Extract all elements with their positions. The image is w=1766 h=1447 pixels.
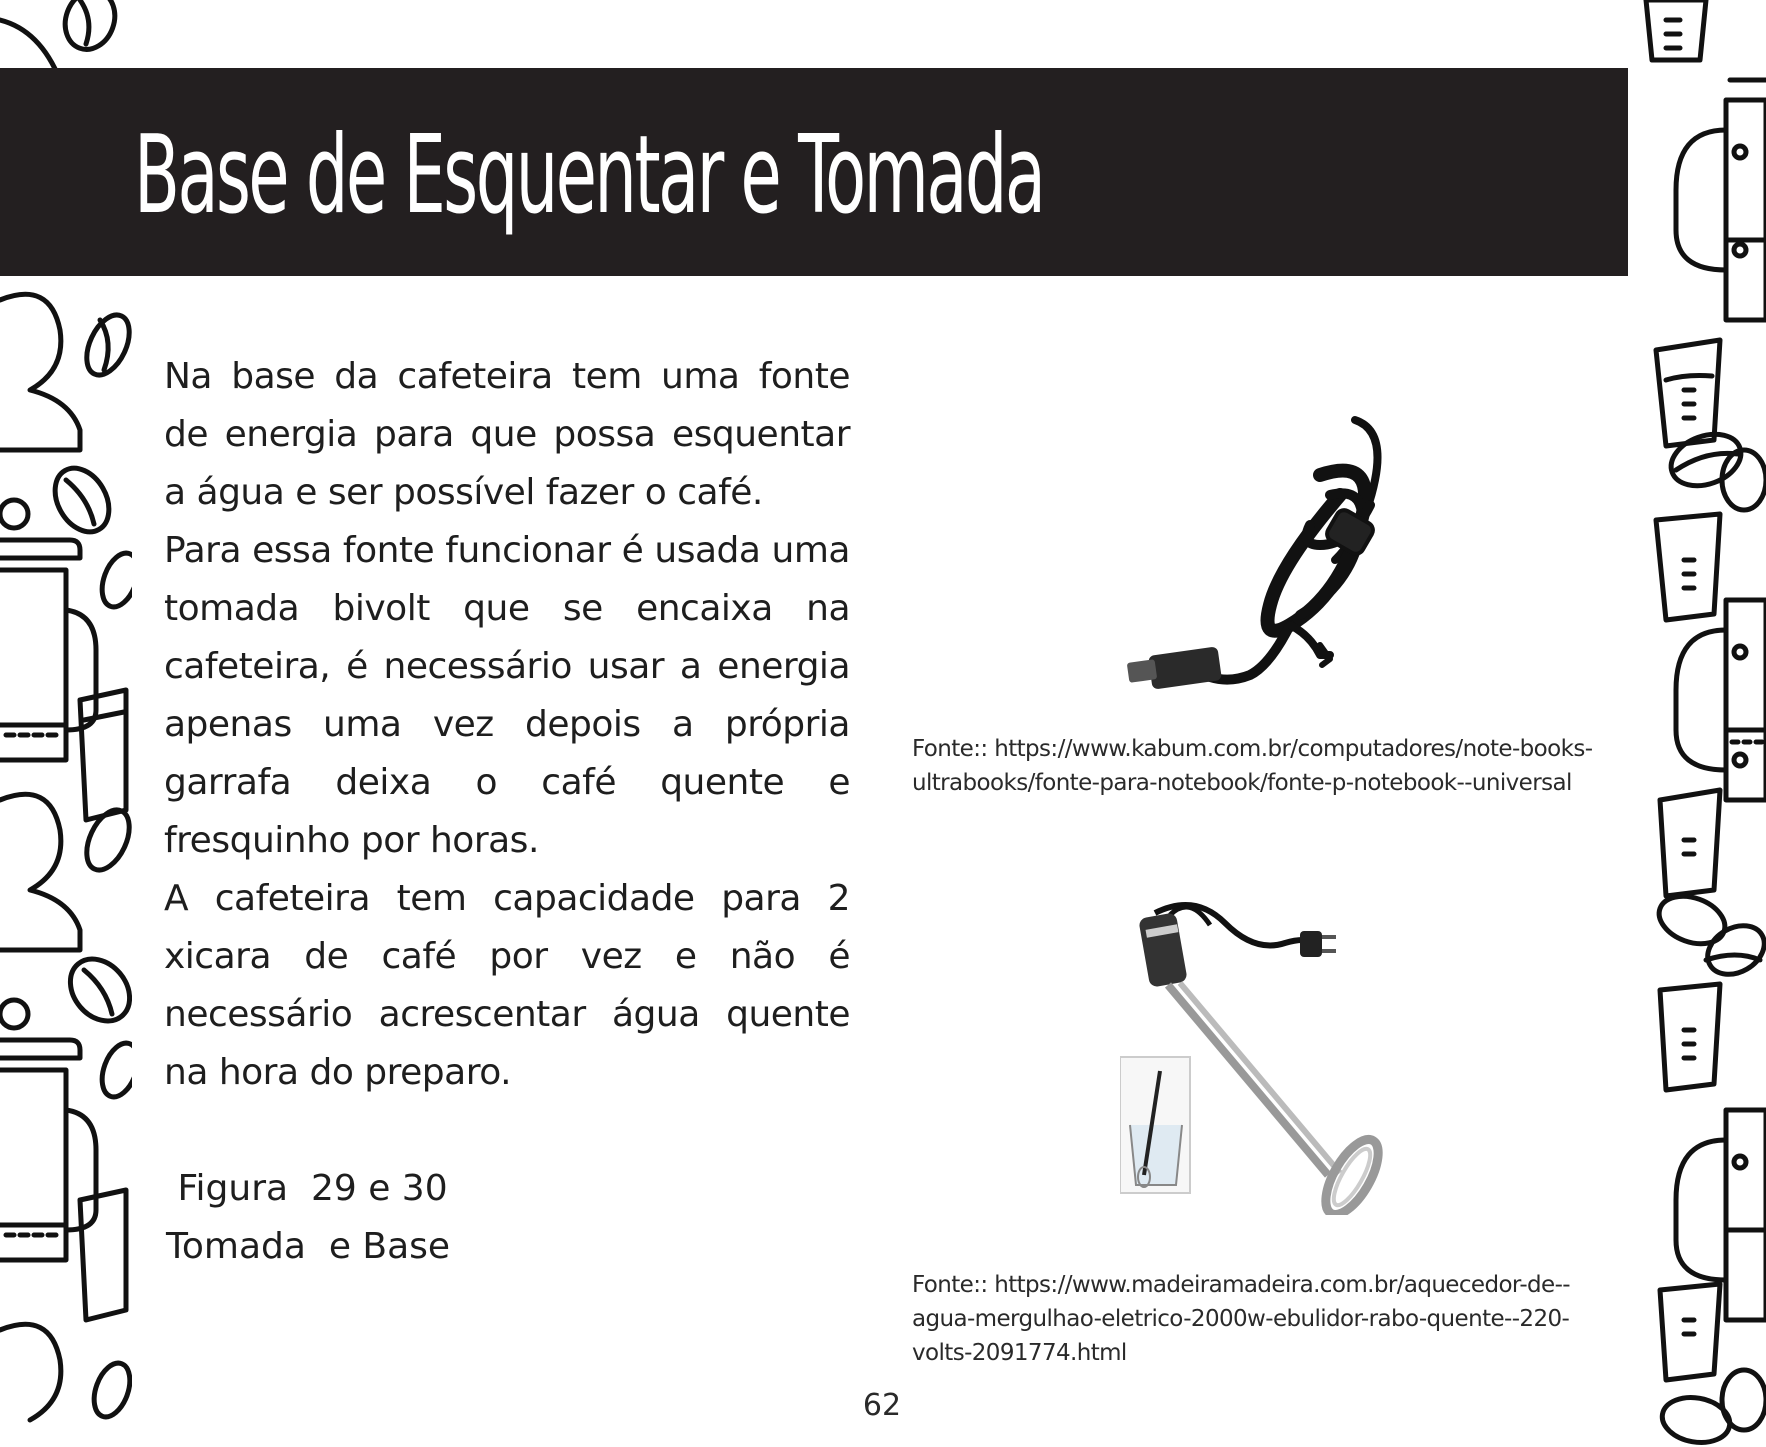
source-caption-2: Fonte:: https://www.madeiramadeira.com.br/aquecedor-de--agua-mergulhao-eletrico-2000w-ebulidor-rabo-quente--220-volts-2091774.html xyxy=(912,1272,1570,1366)
body-text xyxy=(164,348,850,1102)
source-caption-1: Fonte:: https://www.kabum.com.br/computadores/note-books-ultrabooks/fonte-para-notebook/fonte-p-notebook--universal xyxy=(912,736,1593,796)
power-adapter-photo xyxy=(1120,415,1450,705)
figure-caption-line-2: Tomada e Base xyxy=(166,1226,451,1267)
coffee-doodle-pattern-icon xyxy=(1636,0,1766,1447)
figure-caption xyxy=(166,1160,526,1276)
power-adapter-cable-icon xyxy=(1120,415,1450,705)
immersion-heater-photo xyxy=(1120,895,1430,1215)
immersion-water-heater-icon xyxy=(1120,895,1430,1215)
page-number: 62 xyxy=(862,1388,902,1423)
paragraph-3: A cafeteira tem capacidade para 2 xicara de café por vez e não é necessário acrescentar água quente na hora do preparo. xyxy=(164,878,850,1093)
paragraph-2: Para essa fonte funcionar é usada uma tomada bivolt que se encaixa na cafeteira, é necessário usar a energia apenas uma vez depois a própria garrafa deixa o café quente e fresquinho por horas. xyxy=(164,530,850,861)
figure-caption-line-1: Figura 29 e 30 xyxy=(166,1168,448,1209)
paragraph-1: Na base da cafeteira tem uma fonte de energia para que possa esquentar a água e ser possível fazer o café. xyxy=(164,356,850,513)
page-title: Base de Esquentar e Tomada xyxy=(134,113,1044,238)
right-coffee-doodle-border xyxy=(1636,0,1766,1447)
